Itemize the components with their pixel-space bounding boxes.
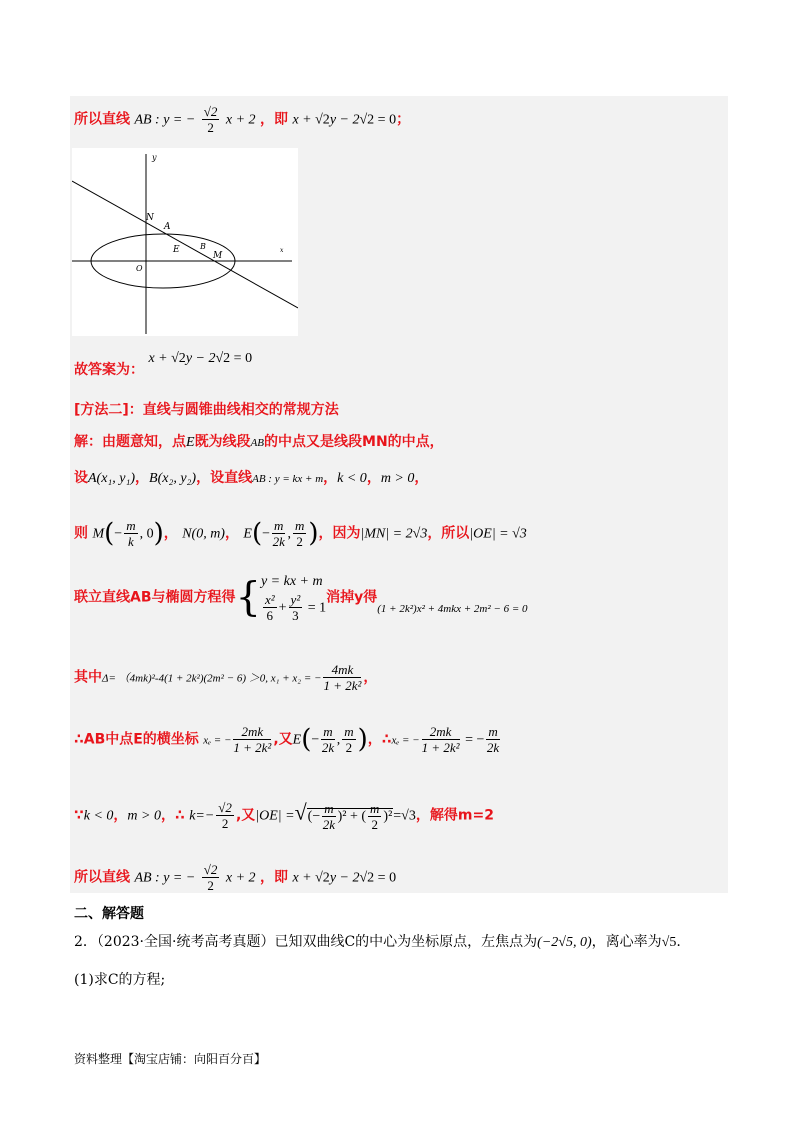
problem-2: 2．（2023·全国·统考高考真题）已知双曲线C的中心为坐标原点，左焦点为(−2√5, 0)，离心率为√5.	[74, 934, 681, 950]
label-a: A	[164, 222, 171, 232]
label-m: M	[213, 251, 223, 261]
label-x: x	[280, 247, 284, 254]
jie-line: 解：由题意知，点E既为线段AB的中点又是线段MN的中点，	[74, 434, 444, 450]
then-line: 则 M(− $\frac{m}{k}$ , 0)， N(0, m)， E(− $\frac{m}{2k}$ , $\frac{m}{2}$ )，因为|MN| = 2√3，所以|OE| = √3	[74, 518, 527, 549]
method2-title: [方法二]：直线与圆锥曲线相交的常规方法	[74, 402, 339, 418]
midpoint-line: ∴AB中点E的横坐标 xₑ = − $\frac{2mk}{\text{1 + 2k²}}$ ,又E(− $\frac{m}{2k}$ , $\frac{m}{2}$ )，∴xₑ = − $\frac{2mk}{\text{1 + 2k²}}$ = − $\frac{m}{2k}$	[74, 724, 500, 755]
final-line: 所以直线 AB : y = − $\frac{√2}{2}$ x + 2 ，即 x + √2y − 2√2 = 0	[74, 862, 397, 893]
figure-svg	[72, 148, 298, 336]
solution-line-1: 所以直线 AB : y = − $\frac{√2}{2}$ x + 2 ，即 x + √2y − 2√2 = 0；	[74, 104, 411, 135]
answer-line: 故答案为： x + √2y − 2√2 = 0	[74, 351, 253, 378]
section-title: 二、解答题	[74, 906, 144, 922]
question-1: (1)求C的方程;	[74, 972, 166, 988]
label-e: E	[173, 245, 180, 255]
label-y: y	[152, 153, 157, 162]
where-line: 其中Δ= （4mk)²-4(1 + 2k²)(2m² − 6) ＞0, x₁ + x₂ = − $\frac{4mk}{\text{1 + 2k²}}$ ，	[74, 662, 378, 693]
label-o: O	[136, 264, 143, 273]
since-line: ∵k < 0，m > 0，∴ k=− $\frac{√2}{2}$ ,又|OE| =√(− $\frac{m}{2k}$ )² + ( $\frac{m}{2}$ )²=√3，解得m=2	[74, 799, 494, 832]
ellipse-line-figure	[72, 148, 298, 336]
set-line: 设A(x₁, y₁)，B(x₂, y₂)，设直线AB : y = kx + m，k < 0，m > 0，	[74, 470, 429, 486]
combine-line: 联立直线AB与椭圆方程得{ y = kx + m $\frac{\text{x²}}{6}$ + $\frac{\text{y²}}{3}$ = 1 消掉y得$_{(1 + 2k^2)x^2 + 4mkx + 2m^2 - 6 = 0}$	[74, 574, 528, 623]
label-b: B	[200, 242, 206, 251]
footer-note: 资料整理【淘宝店铺：向阳百分百】	[74, 1052, 267, 1066]
label-n: N	[146, 213, 154, 223]
